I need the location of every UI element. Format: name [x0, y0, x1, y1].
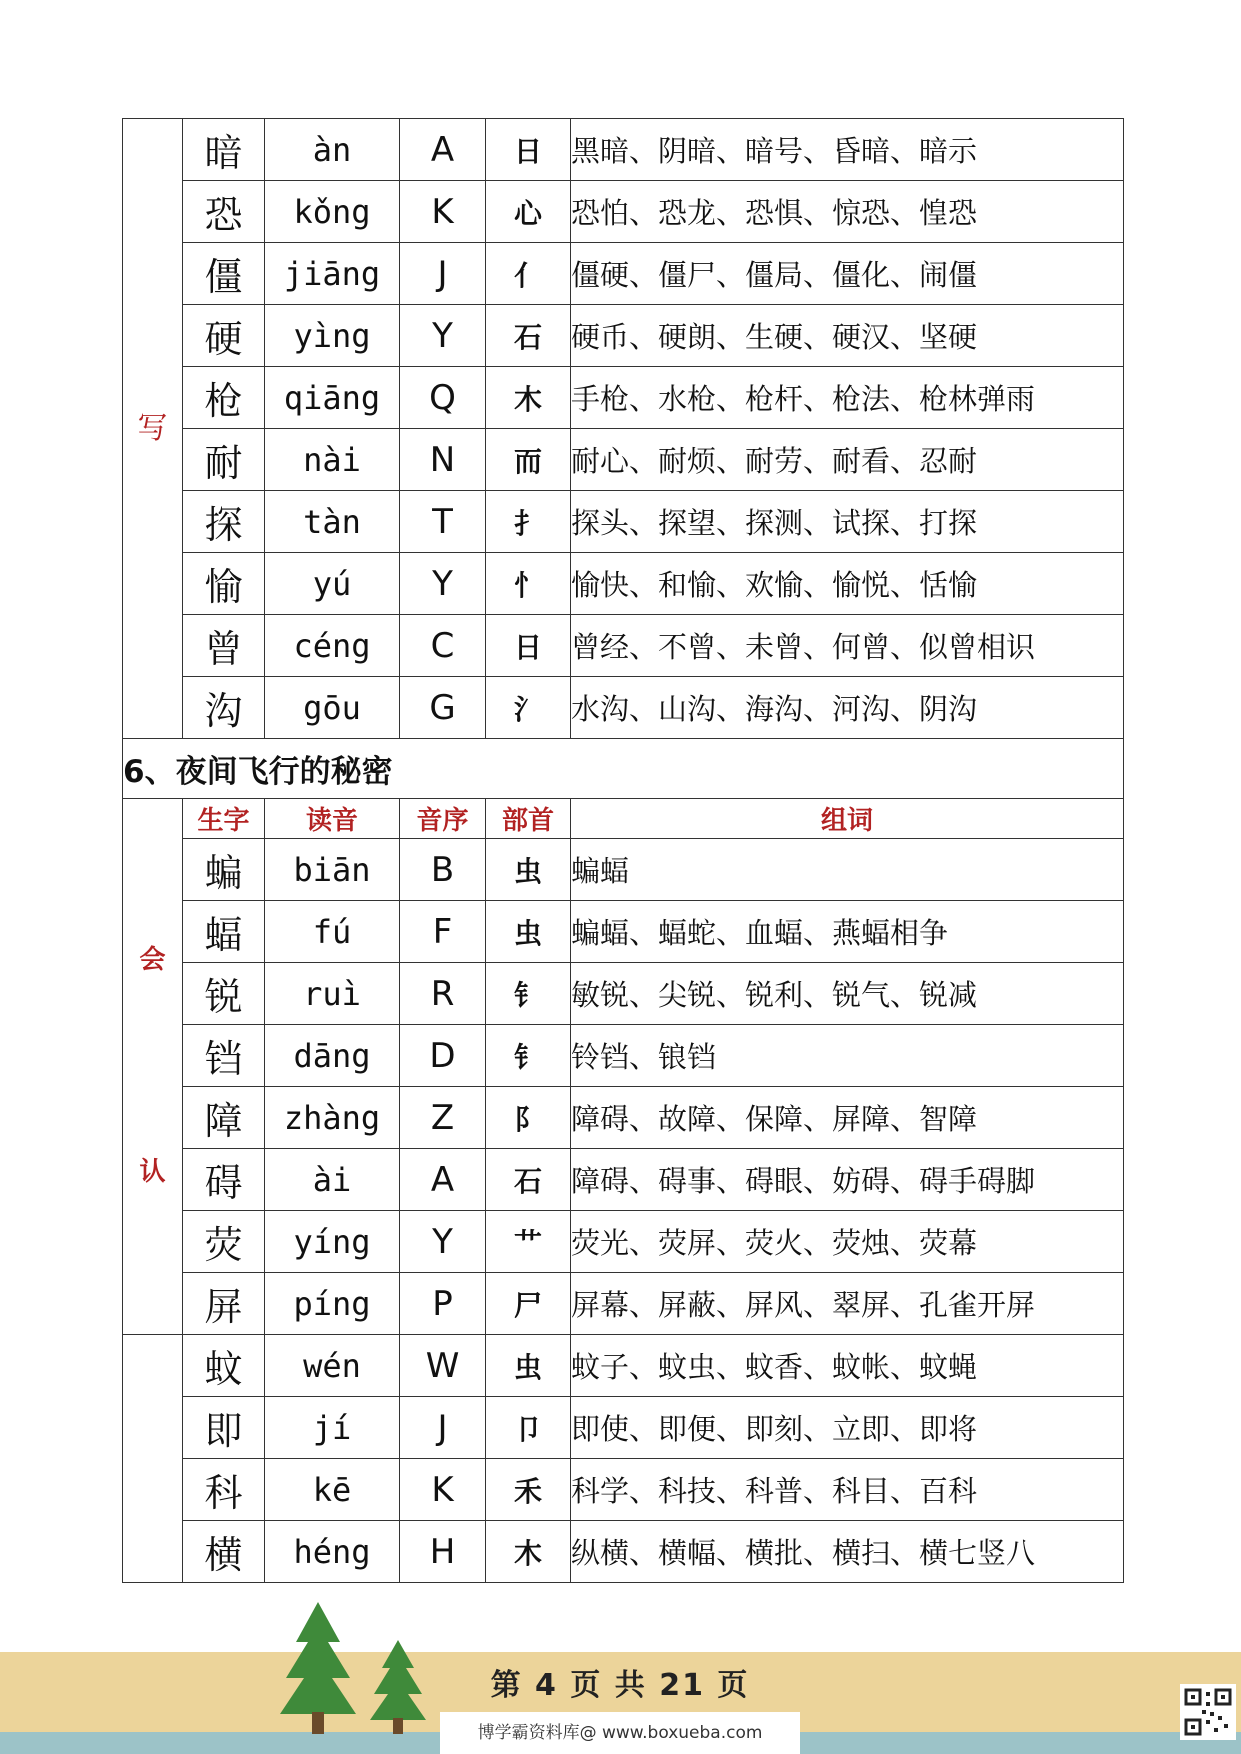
table-row — [123, 1149, 1124, 1211]
radical-cell: 木 — [486, 367, 571, 429]
table-section-bottom — [123, 1335, 1124, 1583]
radical-cell: 钅 — [486, 963, 571, 1025]
char-cell: 恐 — [183, 181, 265, 243]
pinyin-cell: biān — [265, 839, 400, 901]
char-cell: 僵 — [183, 243, 265, 305]
radical-cell: 日 — [486, 615, 571, 677]
index-cell: Z — [400, 1087, 486, 1149]
qr-code-icon — [1180, 1684, 1236, 1740]
radical-cell: 禾 — [486, 1459, 571, 1521]
words-cell: 蚊子、蚊虫、蚊香、蚊帐、蚊蝇 — [571, 1335, 1124, 1397]
words-cell: 僵硬、僵尸、僵局、僵化、闹僵 — [571, 243, 1124, 305]
table-row — [123, 367, 1124, 429]
table-row — [123, 305, 1124, 367]
char-cell: 即 — [183, 1397, 265, 1459]
table-row — [123, 1397, 1124, 1459]
header-index: 音序 — [400, 799, 486, 839]
words-cell: 愉快、和愉、欢愉、愉悦、恬愉 — [571, 553, 1124, 615]
words-cell: 硬币、硬朗、生硬、硬汉、坚硬 — [571, 305, 1124, 367]
index-cell: Y — [400, 305, 486, 367]
lesson-row — [123, 739, 1124, 799]
header-row — [123, 799, 1124, 839]
table-row — [123, 615, 1124, 677]
index-cell: G — [400, 677, 486, 739]
words-cell: 纵横、横幅、横批、横扫、横七竖八 — [571, 1521, 1124, 1583]
group-label-cell — [123, 119, 183, 739]
table-row — [123, 1025, 1124, 1087]
pinyin-cell: qiāng — [265, 367, 400, 429]
index-cell: C — [400, 615, 486, 677]
radical-cell: 氵 — [486, 677, 571, 739]
words-cell: 蝙蝠 — [571, 839, 1124, 901]
index-cell: N — [400, 429, 486, 491]
radical-cell: 虫 — [486, 1335, 571, 1397]
char-cell: 硬 — [183, 305, 265, 367]
char-cell: 科 — [183, 1459, 265, 1521]
pinyin-cell: héng — [265, 1521, 400, 1583]
index-cell: Y — [400, 553, 486, 615]
index-cell: W — [400, 1335, 486, 1397]
index-cell: A — [400, 1149, 486, 1211]
radical-cell: 而 — [486, 429, 571, 491]
radical-cell: 艹 — [486, 1211, 571, 1273]
char-cell: 耐 — [183, 429, 265, 491]
radical-cell: 日 — [486, 119, 571, 181]
words-cell: 曾经、不曾、未曾、何曾、似曾相识 — [571, 615, 1124, 677]
table-row — [123, 1335, 1124, 1397]
radical-cell: 扌 — [486, 491, 571, 553]
index-cell: Q — [400, 367, 486, 429]
header-char: 生字 — [183, 799, 265, 839]
char-cell: 蝠 — [183, 901, 265, 963]
pinyin-cell: yìng — [265, 305, 400, 367]
pinyin-cell: wén — [265, 1335, 400, 1397]
index-cell: D — [400, 1025, 486, 1087]
site-watermark: 博学霸资料库@ www.boxueba.com — [440, 1712, 800, 1754]
index-cell: R — [400, 963, 486, 1025]
words-cell: 水沟、山沟、海沟、河沟、阴沟 — [571, 677, 1124, 739]
char-cell: 障 — [183, 1087, 265, 1149]
words-cell: 手枪、水枪、枪杆、枪法、枪林弹雨 — [571, 367, 1124, 429]
header-words: 组词 — [571, 799, 1124, 839]
table-section-top — [123, 119, 1124, 739]
pinyin-cell: píng — [265, 1273, 400, 1335]
index-cell: K — [400, 181, 486, 243]
table-section-mid — [123, 799, 1124, 1335]
table-row — [123, 181, 1124, 243]
group-label-gap — [123, 977, 182, 1157]
index-cell: F — [400, 901, 486, 963]
index-cell: H — [400, 1521, 486, 1583]
table-row — [123, 491, 1124, 553]
radical-cell: 心 — [486, 181, 571, 243]
table-row — [123, 1273, 1124, 1335]
tree-icon — [278, 1602, 428, 1734]
radical-cell: 虫 — [486, 901, 571, 963]
pinyin-cell: àn — [265, 119, 400, 181]
words-cell: 荧光、荧屏、荧火、荧烛、荧幕 — [571, 1211, 1124, 1273]
table-row — [123, 553, 1124, 615]
words-cell: 蝙蝠、蝠蛇、血蝠、燕蝠相争 — [571, 901, 1124, 963]
char-cell: 愉 — [183, 553, 265, 615]
char-cell: 碍 — [183, 1149, 265, 1211]
radical-cell: 木 — [486, 1521, 571, 1583]
table-row — [123, 119, 1124, 181]
vocab-table — [122, 118, 1124, 1583]
group-label: 认 — [139, 1156, 166, 1187]
pinyin-cell: dāng — [265, 1025, 400, 1087]
radical-cell: 虫 — [486, 839, 571, 901]
pinyin-cell: kē — [265, 1459, 400, 1521]
pinyin-cell: jí — [265, 1397, 400, 1459]
pinyin-cell: ruì — [265, 963, 400, 1025]
index-cell: J — [400, 243, 486, 305]
words-cell: 探头、探望、探测、试探、打探 — [571, 491, 1124, 553]
group-label: 写 — [137, 410, 168, 446]
char-cell: 探 — [183, 491, 265, 553]
pinyin-cell: fú — [265, 901, 400, 963]
char-cell: 横 — [183, 1521, 265, 1583]
page-number: 第 4 页 共 21 页 — [490, 1668, 750, 1703]
header-pinyin: 读音 — [265, 799, 400, 839]
char-cell: 蚊 — [183, 1335, 265, 1397]
radical-cell: 钅 — [486, 1025, 571, 1087]
radical-cell: 尸 — [486, 1273, 571, 1335]
table-row — [123, 677, 1124, 739]
lesson-title: 6、夜间飞行的秘密 — [123, 739, 1124, 799]
words-cell: 障碍、故障、保障、屏障、智障 — [571, 1087, 1124, 1149]
table-row — [123, 901, 1124, 963]
words-cell: 铃铛、锒铛 — [571, 1025, 1124, 1087]
group-label: 会 — [139, 945, 166, 976]
index-cell: B — [400, 839, 486, 901]
char-cell: 荧 — [183, 1211, 265, 1273]
words-cell: 黑暗、阴暗、暗号、昏暗、暗示 — [571, 119, 1124, 181]
words-cell: 障碍、碍事、碍眼、妨碍、碍手碍脚 — [571, 1149, 1124, 1211]
index-cell: J — [400, 1397, 486, 1459]
table-row — [123, 1459, 1124, 1521]
pinyin-cell: zhàng — [265, 1087, 400, 1149]
words-cell: 耐心、耐烦、耐劳、耐看、忍耐 — [571, 429, 1124, 491]
radical-cell: 卩 — [486, 1397, 571, 1459]
table-row — [123, 1087, 1124, 1149]
pinyin-cell: jiāng — [265, 243, 400, 305]
table-row — [123, 243, 1124, 305]
radical-cell: 忄 — [486, 553, 571, 615]
table-row — [123, 839, 1124, 901]
index-cell: K — [400, 1459, 486, 1521]
pinyin-cell: gōu — [265, 677, 400, 739]
pinyin-cell: céng — [265, 615, 400, 677]
table-row — [123, 1521, 1124, 1583]
char-cell: 锐 — [183, 963, 265, 1025]
char-cell: 铛 — [183, 1025, 265, 1087]
index-cell: A — [400, 119, 486, 181]
table-row — [123, 429, 1124, 491]
char-cell: 屏 — [183, 1273, 265, 1335]
table-row — [123, 963, 1124, 1025]
index-cell: P — [400, 1273, 486, 1335]
char-cell: 沟 — [183, 677, 265, 739]
pinyin-cell: yú — [265, 553, 400, 615]
group-label-cell — [123, 799, 183, 1335]
pinyin-cell: yíng — [265, 1211, 400, 1273]
index-cell: T — [400, 491, 486, 553]
radical-cell: 石 — [486, 305, 571, 367]
radical-cell: 亻 — [486, 243, 571, 305]
words-cell: 恐怕、恐龙、恐惧、惊恐、惶恐 — [571, 181, 1124, 243]
pinyin-cell: ài — [265, 1149, 400, 1211]
char-cell: 蝙 — [183, 839, 265, 901]
char-cell: 曾 — [183, 615, 265, 677]
words-cell: 屏幕、屏蔽、屏风、翠屏、孔雀开屏 — [571, 1273, 1124, 1335]
pinyin-cell: kǒng — [265, 181, 400, 243]
words-cell: 科学、科技、科普、科目、百科 — [571, 1459, 1124, 1521]
words-cell: 即使、即便、即刻、立即、即将 — [571, 1397, 1124, 1459]
radical-cell: 石 — [486, 1149, 571, 1211]
header-radical: 部首 — [486, 799, 571, 839]
char-cell: 暗 — [183, 119, 265, 181]
radical-cell: 阝 — [486, 1087, 571, 1149]
pinyin-cell: tàn — [265, 491, 400, 553]
words-cell: 敏锐、尖锐、锐利、锐气、锐减 — [571, 963, 1124, 1025]
table-row — [123, 1211, 1124, 1273]
index-cell: Y — [400, 1211, 486, 1273]
table-section-lesson — [123, 739, 1124, 799]
char-cell: 枪 — [183, 367, 265, 429]
pinyin-cell: nài — [265, 429, 400, 491]
group-label-cell-empty — [123, 1335, 183, 1583]
